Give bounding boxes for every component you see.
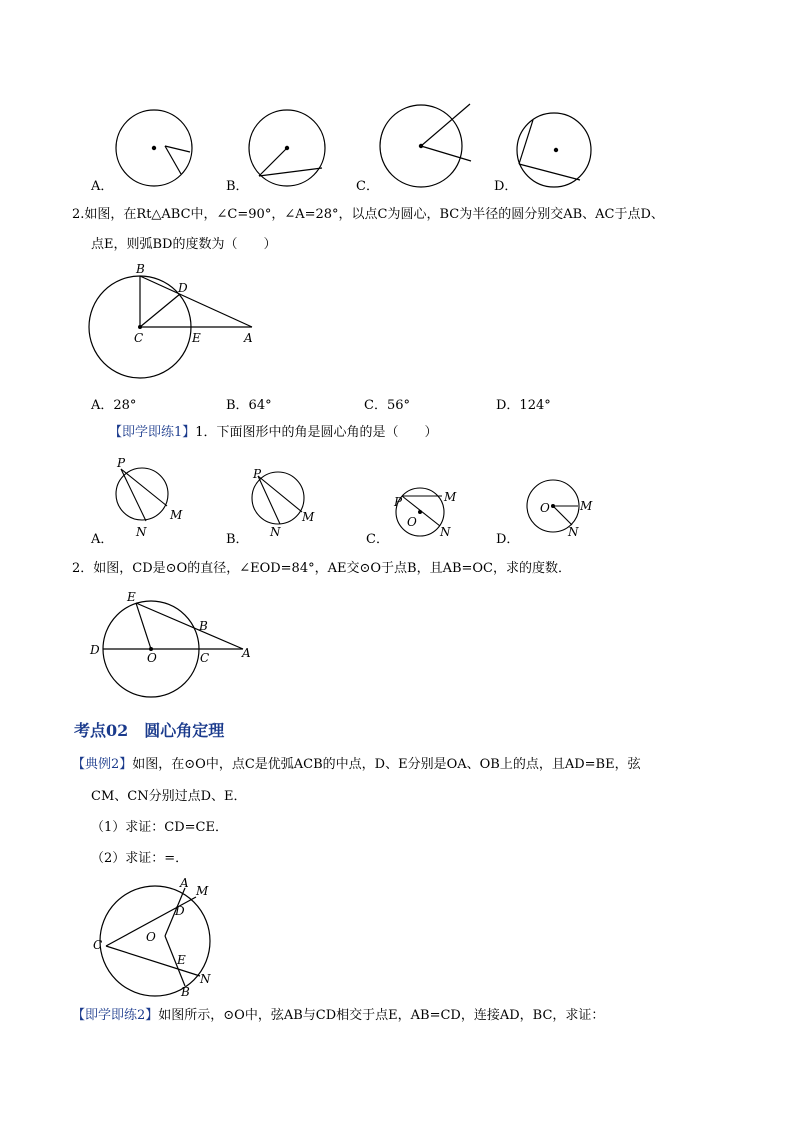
practice1-option-d: D． [496, 532, 520, 547]
q2-option-a: A．28° [91, 398, 137, 413]
q2-label-e: E [192, 331, 201, 345]
p1d-label-m: M [580, 499, 593, 513]
example2-line2: CM、CN分别过点D、E． [91, 789, 247, 804]
figure-practice1-b [250, 466, 330, 542]
example2-sub2: （2）求证：=． [91, 851, 189, 866]
ex2-label-e: E [177, 953, 186, 967]
q2b-label-e: E [127, 590, 136, 604]
top-option-d: D． [494, 179, 518, 194]
top-option-c: C． [356, 179, 379, 194]
figure-example2 [90, 875, 220, 1000]
example2-tag: 【典例2】 [72, 757, 133, 772]
q2b-label-b: B [199, 619, 208, 633]
ex2-label-a: A [180, 876, 189, 890]
p1a-label-m: M [170, 508, 183, 522]
example2-text: 如图，在⊙O中，点C是优弧ACB的中点，D、E分别是OA、OB上的点，且AD=BE，弦 [132, 757, 641, 772]
p1a-label-p: P [117, 456, 126, 470]
p1a-label-n: N [136, 525, 147, 539]
q2b-label-d: D [90, 643, 100, 657]
p1b-label-n: N [270, 525, 281, 539]
ex2-label-d: D [175, 904, 185, 918]
example2-line1 [72, 756, 641, 774]
q2b-label-o: O [147, 651, 157, 665]
figure-practice1-a [112, 456, 192, 538]
q2-label-d: D [178, 281, 188, 295]
q2-line1: 2.如图，在Rt△ABC中，∠C=90°，∠A=28°，以点C为圆心，BC为半径的圆分别交AB、AC于点D、 [72, 207, 664, 222]
practice1-text: 1．下面图形中的角是圆心角的是（ ） [195, 425, 438, 440]
figure-option-b [246, 106, 336, 188]
section-title: 考点02 圆心角定理 [74, 721, 225, 740]
p1b-label-p: P [253, 467, 262, 481]
practice2-line [72, 1007, 604, 1025]
figure-practice1-d [526, 476, 606, 538]
example2-sub1: （1）求证：CD=CE． [91, 820, 228, 835]
q2b-label-a: A [242, 646, 251, 660]
practice1-option-a: A． [91, 532, 114, 547]
figure-q2b [86, 590, 261, 700]
q2-option-c: C．56° [364, 398, 410, 413]
q2-label-b: B [136, 262, 145, 276]
p1d-label-o: O [540, 501, 550, 515]
practice1-tag: 【即学即练1】 [109, 425, 196, 440]
q2b-label-c: C [200, 651, 210, 665]
ex2-label-c: C [93, 938, 103, 952]
q2-option-b: B．64° [226, 398, 272, 413]
ex2-label-n: N [200, 972, 211, 986]
practice2-text: 如图所示，⊙O中，弦AB与CD相交于点E，AB=CD，连接AD，BC，求证： [158, 1008, 605, 1023]
p1b-label-m: M [302, 510, 315, 524]
practice1-option-c: C． [366, 532, 389, 547]
figure-option-a [112, 106, 202, 188]
p1c-label-n: N [440, 525, 451, 539]
p1c-label-p: P [394, 495, 403, 509]
p1c-label-m: M [444, 490, 457, 504]
figure-option-d [515, 108, 605, 190]
ex2-label-b: B [181, 985, 190, 999]
practice1-option-b: B． [226, 532, 249, 547]
figure-practice1-c [390, 484, 470, 544]
q2-label-c: C [134, 331, 144, 345]
q2b-text: 2．如图，CD是⊙O的直径，∠EOD=84°，AE交⊙O于点B，且AB=OC，求的度数． [72, 561, 572, 576]
p1d-label-n: N [568, 525, 579, 539]
figure-q2-triangle [86, 262, 266, 392]
p1c-label-o: O [407, 515, 417, 529]
top-option-b: B． [226, 179, 249, 194]
q2-line2: 点E，则弧BD的度数为（ ） [91, 237, 277, 252]
practice1-question [109, 424, 438, 442]
ex2-label-m: M [196, 884, 209, 898]
ex2-label-o: O [146, 930, 156, 944]
figure-option-c [378, 102, 478, 190]
q2-option-d: D．124° [496, 398, 551, 413]
q2-label-a: A [244, 331, 253, 345]
top-option-a: A． [91, 179, 114, 194]
practice2-tag: 【即学即练2】 [72, 1008, 159, 1023]
